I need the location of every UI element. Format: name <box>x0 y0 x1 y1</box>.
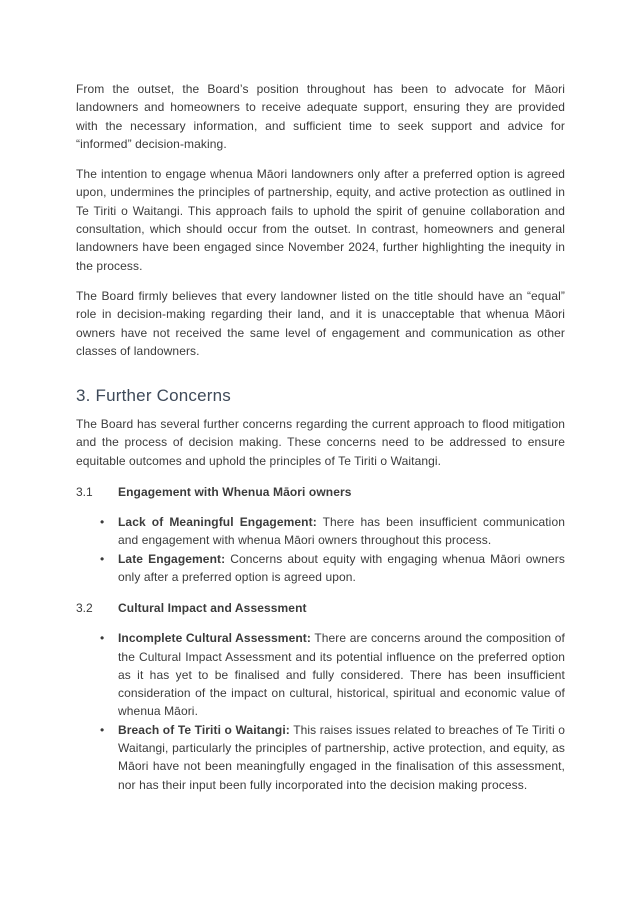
subsection-title: Engagement with Whenua Māori owners <box>118 485 352 500</box>
bullet-item-lack-of-engagement <box>76 513 565 550</box>
bullet-lead: Lack of Meaningful Engagement: <box>118 515 317 530</box>
bullet-content <box>118 550 565 587</box>
bullet-icon: • <box>100 551 105 566</box>
section-heading-further-concerns: 3. Further Concerns <box>76 386 231 406</box>
section-intro: The Board has several further concerns regarding the current approach to flood mitigation and the process of decision making. These concerns need to be addressed to ensure equitable outcomes and uphold the principles of Te Tiriti o Waitangi. <box>76 417 565 468</box>
subsection-title: Cultural Impact and Assessment <box>118 601 307 616</box>
subsection-engagement-whenua-maori <box>76 485 565 586</box>
bullet-body: This raises issues related to breaches of Te Tiriti o Waitangi, particularly the principles of partnership, active protection, and equity, as Māori have not been meaningfully engaged in the finalisation of this assessment, nor has their input been fully incorporated into the decision making process. <box>118 722 565 792</box>
bullet-lead: Breach of Te Tiriti o Waitangi: <box>118 722 290 737</box>
bullet-content <box>118 513 565 550</box>
bullet-item-late-engagement <box>76 550 565 587</box>
subsection-number: 3.2 <box>76 601 93 616</box>
bullet-list <box>76 629 565 794</box>
subsection-number: 3.1 <box>76 485 93 500</box>
bullet-icon: • <box>100 722 105 737</box>
bullet-content <box>118 721 565 794</box>
paragraph-board-position: From the outset, the Board’s position throughout has been to advocate for Māori landowners and homeowners to receive adequate support, ensuring they are provided with the necessary information, and sufficient time to seek support and advice for “informed” decision-making. <box>76 82 565 151</box>
subsection-header <box>76 485 565 500</box>
bullet-lead: Late Engagement: <box>118 551 226 566</box>
paragraph-equal-role: The Board firmly believes that every landowner listed on the title should have an “equal” role in decision-making regarding their land, and it is unacceptable that whenua Māori owners have not received the same level of engagement and communication as other classes of landowners. <box>76 288 565 358</box>
bullet-item-incomplete-cultural-assessment <box>76 629 565 720</box>
bullet-lead: Incomplete Cultural Assessment: <box>118 631 311 646</box>
bullet-body: There are concerns around the composition of the Cultural Impact Assessment and its potential influence on the preferred option as it has yet to be finalised and fully considered. There has been insufficient consideration of the impact on cultural, historical, spiritual and economic value of whenua Māori. <box>118 631 565 719</box>
bullet-list <box>76 513 565 586</box>
subsection-header <box>76 601 565 616</box>
bullet-icon: • <box>100 515 105 530</box>
paragraph-engagement-intention: The intention to engage whenua Māori landowners only after a preferred option is agreed upon, undermines the principles of partnership, equity, and active protection as outlined in Te Tiriti o Waitangi. This approach fails to uphold the spirit of genuine collaboration and consultation, which should occur from the outset. In contrast, homeowners and general landowners have been engaged since November 2024, further highlighting the inequity in the process. <box>76 167 565 273</box>
subsection-cultural-impact <box>76 601 565 794</box>
bullet-body: There has been insufficient communication and engagement with whenua Māori owners throughout this process. <box>118 515 565 548</box>
bullet-content <box>118 629 565 720</box>
bullet-item-breach-te-tiriti <box>76 721 565 794</box>
bullet-icon: • <box>100 631 105 646</box>
bullet-body: Concerns about equity with engaging whenua Māori owners only after a preferred option is agreed upon. <box>118 551 565 584</box>
